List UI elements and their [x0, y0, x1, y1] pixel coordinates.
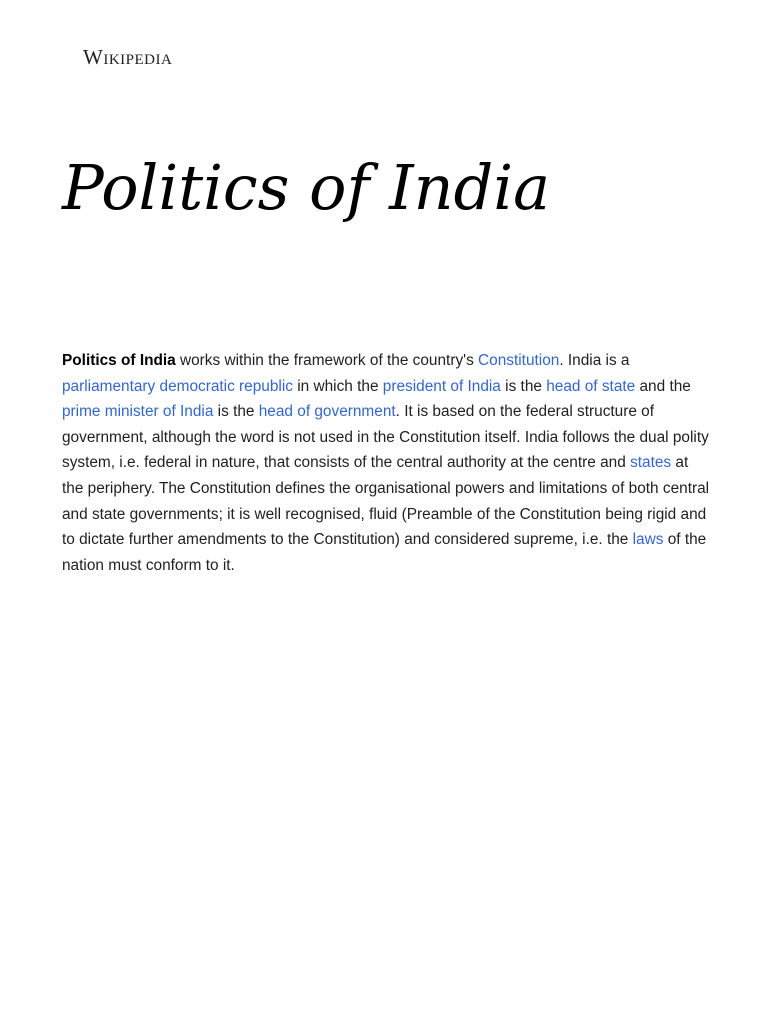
- paragraph-text: of the nation must conform to it.: [62, 531, 707, 574]
- link-laws[interactable]: laws: [632, 531, 664, 549]
- paragraph-text: . India is a: [559, 352, 630, 369]
- link-parliamentary-democratic-republic[interactable]: parliamentary democratic republic: [62, 377, 293, 395]
- paragraph-text: . It is based on the federal structure of government, although the word is not used in the Constitution itself. India follows the dual polity system, i.e. federal in nature, that consists of the central authority at the centre and: [62, 403, 709, 472]
- paragraph-text: is the: [213, 403, 259, 421]
- link-states[interactable]: states: [630, 454, 672, 472]
- link-constitution[interactable]: Constitution: [478, 352, 560, 369]
- paragraph-text: is the: [500, 377, 547, 395]
- article-content: [62, 348, 712, 578]
- paragraph-text: and the: [635, 377, 691, 395]
- lead-paragraph: [62, 348, 712, 578]
- link-prime-minister-of-india[interactable]: prime minister of India: [62, 403, 214, 421]
- paragraph-text: works within the framework of the country's: [175, 352, 479, 369]
- link-head-of-state[interactable]: head of state: [546, 377, 636, 395]
- header: [83, 42, 172, 72]
- link-head-of-government[interactable]: head of government: [258, 403, 396, 421]
- page-title: Politics of India: [62, 151, 551, 224]
- bold-lead-term: Politics of India: [62, 352, 176, 369]
- link-president-of-india[interactable]: president of India: [382, 377, 501, 395]
- paragraph-text: in which the: [292, 377, 383, 395]
- wikipedia-wordmark[interactable]: Wikipedia: [83, 45, 173, 69]
- paragraph-text: at the periphery. The Constitution defines the organisational powers and limitations of both central and state governments; it is well recognised, fluid (Preamble of the Constitution being rigid and to dictate further amendments to the Constitution) and considered supreme, i.e. the: [62, 454, 710, 549]
